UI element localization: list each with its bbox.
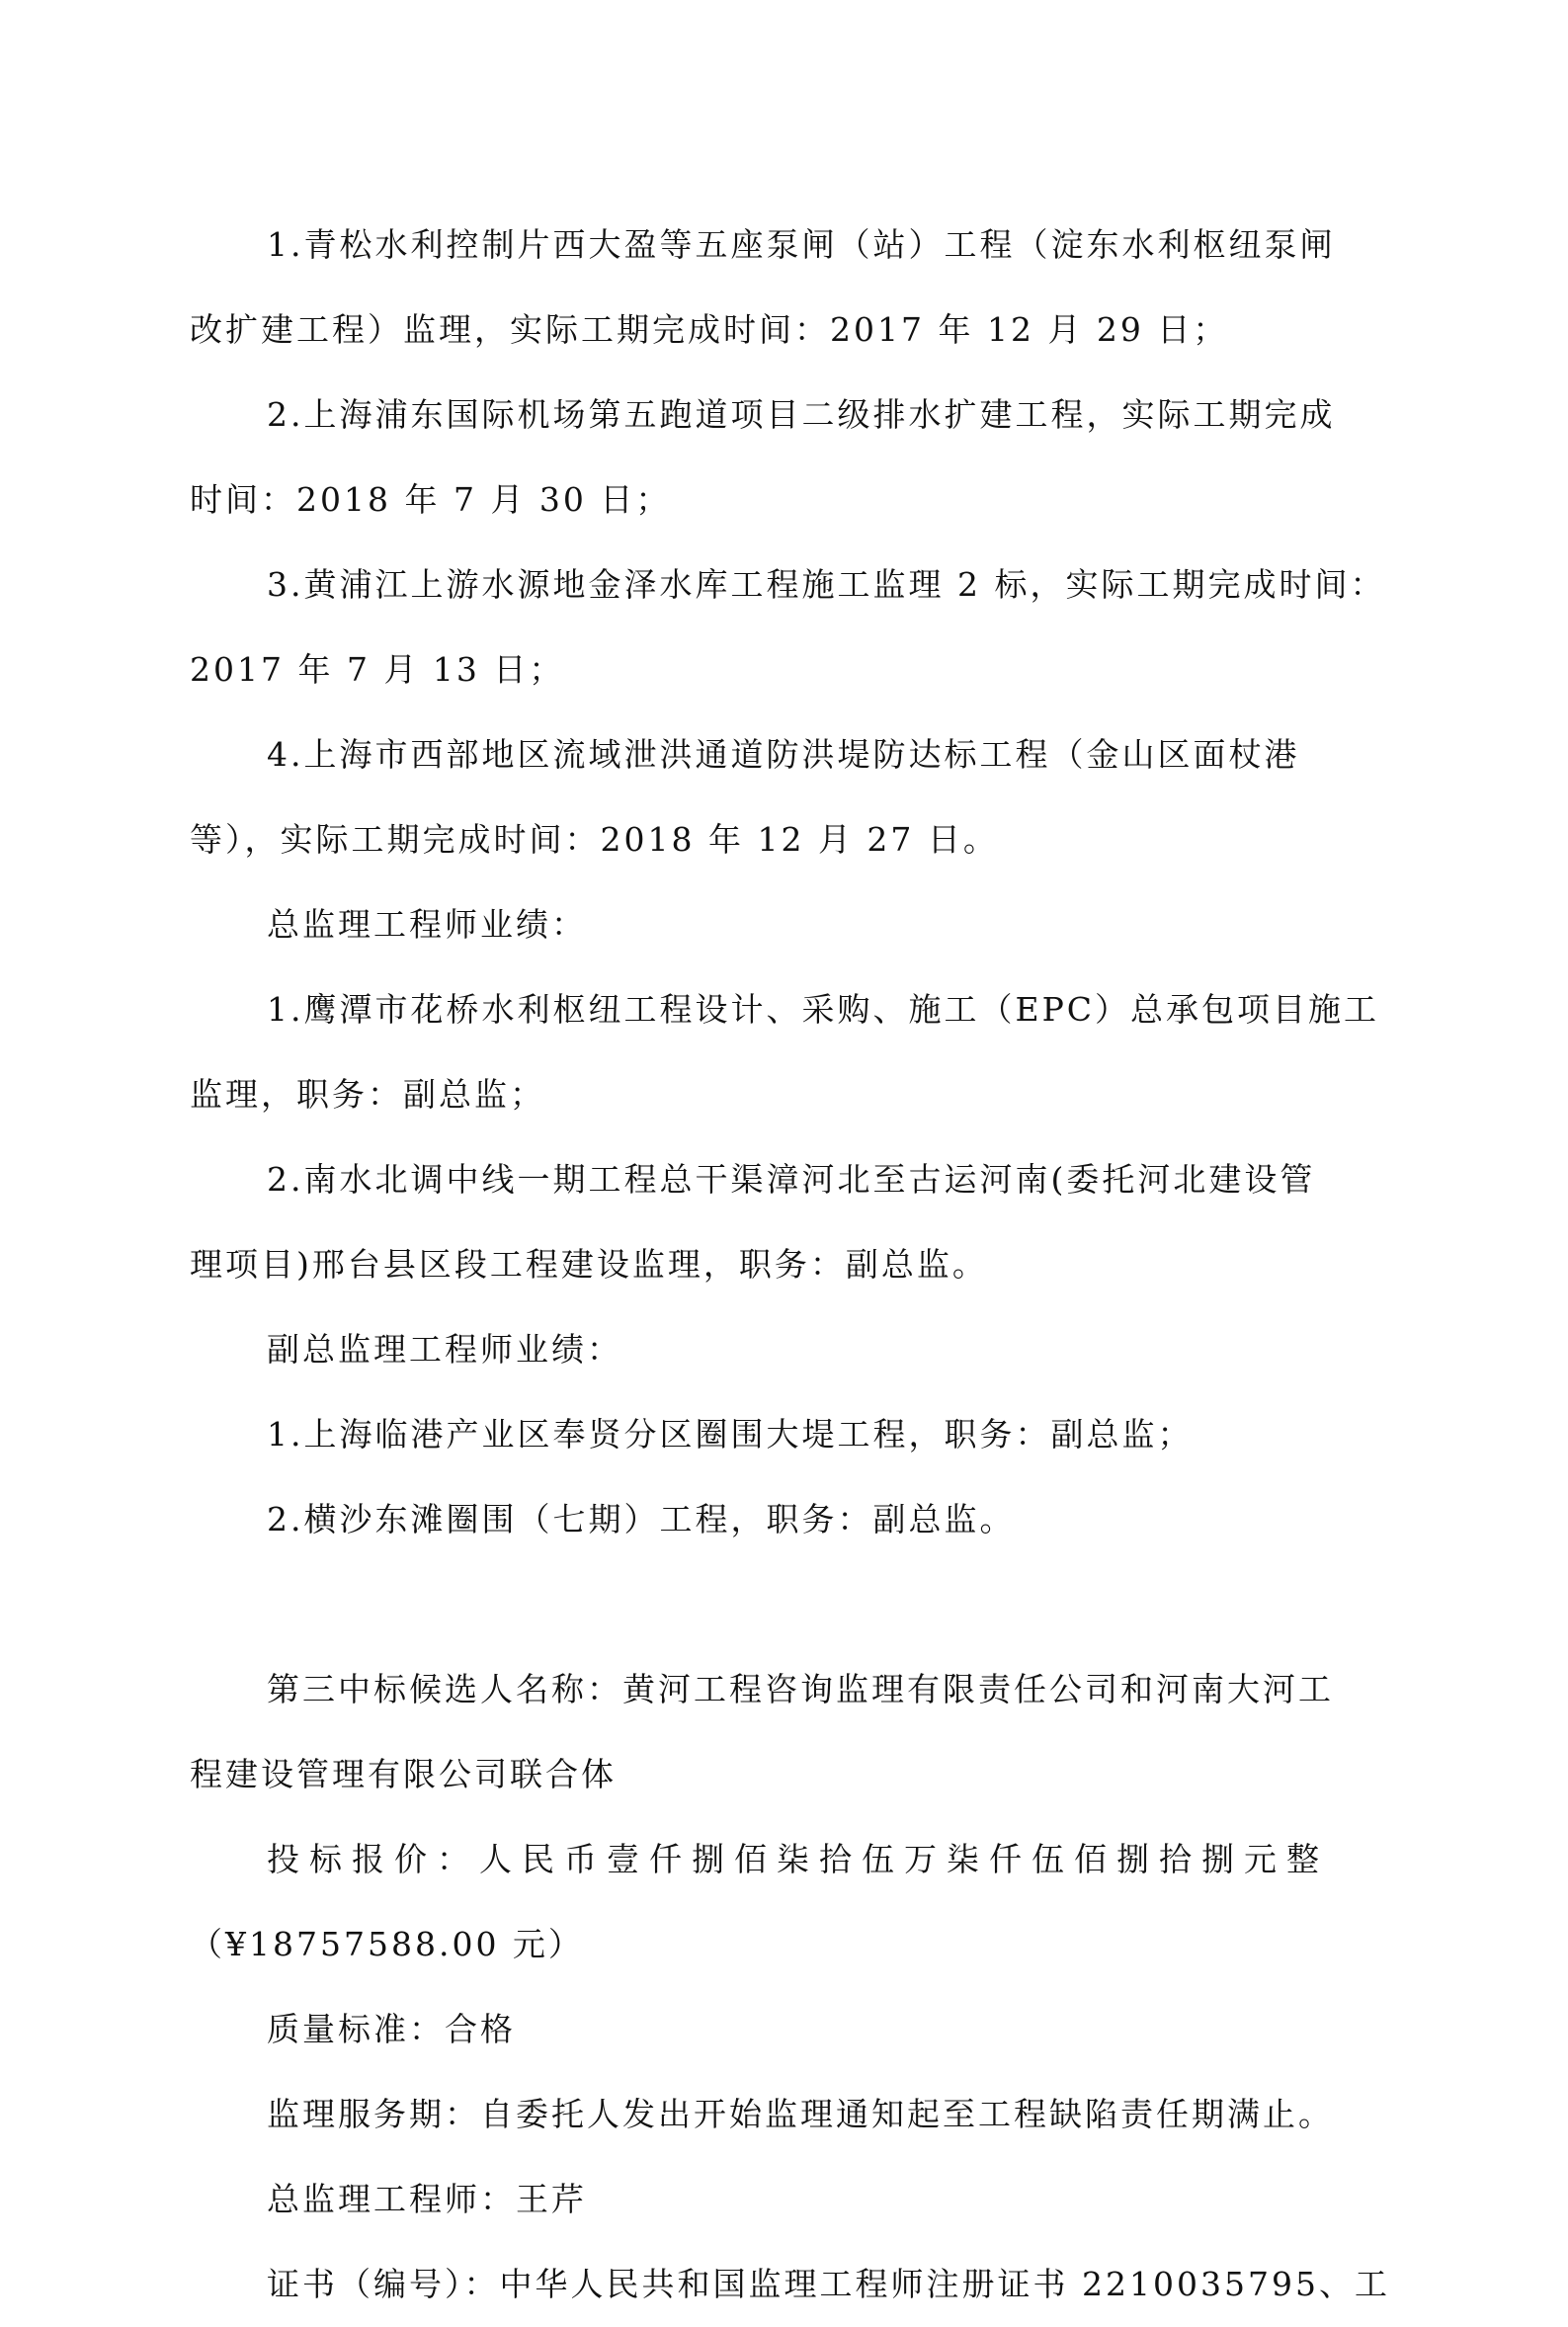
quality-standard-line: 质量标准：合格 [267,2010,516,2048]
section-heading: 总监理工程师业绩： [267,905,587,944]
bid-price-amount: （¥18757588.00 元） [190,1925,584,1963]
paragraph-line: 2.上海浦东国际机场第五跑道项目二级排水扩建工程，实际工期完成 [267,395,1336,434]
paragraph-line: 1.青松水利控制片西大盈等五座泵闸（站）工程（淀东水利枢纽泵闸 [267,225,1336,264]
paragraph-line: 2.南水北调中线一期工程总干渠漳河北至古运河南(委托河北建设管 [267,1160,1316,1199]
paragraph-gap [190,1562,1380,1647]
service-period-line: 监理服务期：自委托人发出开始监理通知起至工程缺陷责任期满止。 [267,2095,1334,2133]
paragraph-line: 监理，职务：副总监； [190,1075,545,1114]
paragraph-line: 时间：2018 年 7 月 30 日； [190,480,672,519]
paragraph-line: 1.上海临港产业区奉贤分区圈围大堤工程，职务：副总监； [267,1415,1194,1454]
paragraph-line: 2017 年 7 月 13 日； [190,650,565,689]
paragraph-line: 4.上海市西部地区流域泄洪通道防洪堤防达标工程（金山区面杖港 [267,735,1300,774]
bid-price-line: 投标报价：人民币壹仟捌佰柒拾伍万柒仟伍佰捌拾捌元整 [267,1840,1329,1878]
section-heading: 副总监理工程师业绩： [267,1330,622,1369]
paragraph-line: 2.横沙东滩圈围（七期）工程，职务：副总监。 [267,1500,1016,1538]
paragraph-line: 1.鹰潭市花桥水利枢纽工程设计、采购、施工（EPC）总承包项目施工 [267,990,1380,1029]
chief-engineer-line: 总监理工程师：王芹 [267,2180,587,2218]
paragraph-line: 改扩建工程）监理，实际工期完成时间：2017 年 12 月 29 日； [190,310,1229,349]
paragraph-line: 理项目)邢台县区段工程建设监理，职务：副总监。 [190,1245,988,1284]
paragraph-line: 等），实际工期完成时间：2018 年 12 月 27 日。 [190,820,999,859]
candidate-name-line: 第三中标候选人名称：黄河工程咨询监理有限责任公司和河南大河工 [267,1670,1334,1708]
candidate-name-line: 程建设管理有限公司联合体 [190,1755,617,1793]
paragraph-line: 3.黄浦江上游水源地金泽水库工程施工监理 2 标，实际工期完成时间： [267,565,1386,604]
certificate-line: 证书（编号）：中华人民共和国监理工程师注册证书 2210035795、工 [267,2265,1390,2303]
document-body [190,203,1390,2327]
